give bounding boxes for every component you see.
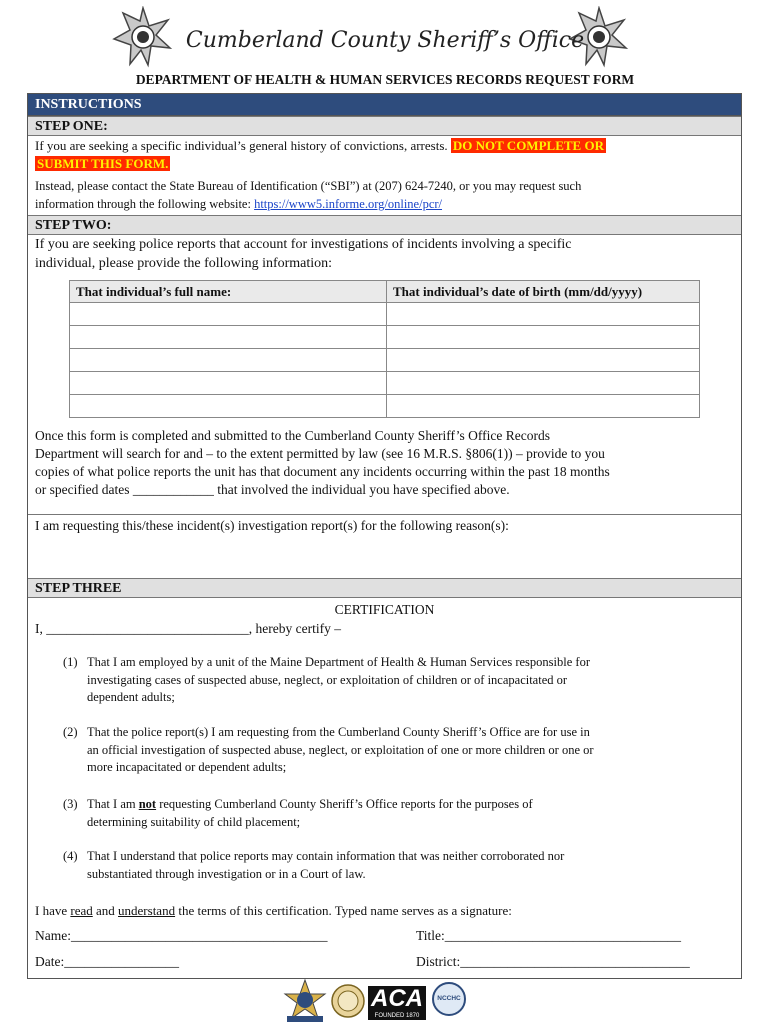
sbi-website-link[interactable]: https://www5.informe.org/online/pcr/ xyxy=(254,197,443,211)
table-row xyxy=(70,303,700,326)
step-one-heading: STEP ONE: xyxy=(28,116,741,136)
item-line: That the police report(s) I am requesting from the Cumberland County Sheriff’s Office are for use in xyxy=(87,725,590,739)
cert-item-2 xyxy=(63,724,703,777)
sbi-contact-text: Instead, please contact the State Bureau of Identification (“SBI”) at (207) 624-7240, or you may request such xyxy=(35,179,582,193)
sheriffs-association-logo xyxy=(283,978,327,1024)
reason-field[interactable] xyxy=(35,538,735,576)
table-row xyxy=(70,395,700,418)
ack-text: and xyxy=(96,903,115,918)
ncchc-logo xyxy=(432,982,466,1028)
search-desc-line-2: Department will search for and – to the extent permitted by law (see 16 M.R.S. §806(1)) – provide to you xyxy=(35,446,605,461)
step-three-heading: STEP THREE xyxy=(28,578,741,598)
warning-label: DO NOT COMPLETE OR xyxy=(452,138,604,153)
item-text: That I am xyxy=(87,797,136,811)
search-description xyxy=(35,427,735,499)
table-row xyxy=(70,326,700,349)
table-row xyxy=(70,372,700,395)
aca-logo-subtext: FOUNDED 1870 xyxy=(368,1012,426,1020)
certification-heading: CERTIFICATION xyxy=(334,602,435,617)
item-line: an official investigation of suspected abuse, neglect, or exploitation of one or more children or one or xyxy=(87,742,594,757)
emphasis-not: not xyxy=(138,797,157,811)
ack-read: read xyxy=(70,903,93,918)
table-row xyxy=(70,349,700,372)
item-line: determining suitability of child placement; xyxy=(87,814,301,829)
cert-item-4 xyxy=(63,848,703,883)
ack-text: the terms of this certification. Typed name serves as a signature: xyxy=(178,903,512,918)
dob-field[interactable] xyxy=(387,349,700,372)
item-number: (1) xyxy=(63,655,78,669)
step-two-line-2: individual, please provide the following information: xyxy=(35,256,333,271)
search-desc-line-1: Once this form is completed and submitted to the Cumberland County Sheriff’s Office Records xyxy=(35,428,551,443)
district-field[interactable]: District:__________________________________ xyxy=(416,954,690,969)
item-number: (3) xyxy=(63,797,78,811)
step-two-line-1: If you are seeking police reports that account for investigations of incidents involving a specific xyxy=(35,237,572,252)
acknowledgement xyxy=(35,902,512,920)
sbi-website-line xyxy=(35,195,442,213)
aca-logo-text: ACA xyxy=(368,986,426,1012)
warning-label-2: SUBMIT THIS FORM. xyxy=(37,156,169,171)
full-name-field[interactable] xyxy=(70,326,387,349)
instructions-heading: INSTRUCTIONS xyxy=(28,94,741,116)
aca-logo xyxy=(368,986,426,1032)
step-one-intro: If you are seeking a specific individual’s general history of convictions, arrests. xyxy=(35,138,448,153)
search-desc-line-3: copies of what police reports the unit has that document any incidents occurring within the past 18 months xyxy=(35,464,610,479)
ack-understand: understand xyxy=(118,903,176,918)
certify-line: I, ______________________________, hereby certify – xyxy=(35,621,341,636)
item-line: That I am employed by a unit of the Maine Department of Health & Human Services responsible for xyxy=(87,655,590,669)
state-seal-logo xyxy=(331,978,365,1024)
item-line: more incapacitated or dependent adults; xyxy=(87,760,287,774)
ncchc-logo-text: NCCHC xyxy=(432,982,466,1016)
step-one-warning-continued xyxy=(35,155,170,173)
item-line: dependent adults; xyxy=(87,690,175,704)
full-name-field[interactable] xyxy=(70,395,387,418)
name-field[interactable]: Name:______________________________________ xyxy=(35,928,328,943)
date-field[interactable]: Date:_________________ xyxy=(35,954,179,969)
ack-text: I have xyxy=(35,903,68,918)
form-title: DEPARTMENT OF HEALTH & HUMAN SERVICES RECORDS REQUEST FORM xyxy=(135,72,635,87)
item-line: That I understand that police reports may contain information that was neither corroborated nor xyxy=(87,849,565,863)
dob-field[interactable] xyxy=(387,326,700,349)
step-one-text xyxy=(35,137,606,155)
divider xyxy=(28,514,741,515)
item-line xyxy=(87,796,703,814)
page-header xyxy=(0,0,770,70)
records-request-form xyxy=(27,93,742,979)
full-name-field[interactable] xyxy=(70,372,387,395)
item-line: investigating cases of suspected abuse, neglect, or exploitation of children or of incapacitated or xyxy=(87,672,568,687)
dob-header: That individual’s date of birth (mm/dd/yyyy) xyxy=(387,281,700,303)
dob-field[interactable] xyxy=(387,372,700,395)
full-name-header: That individual’s full name: xyxy=(70,281,387,303)
search-desc-line-4: or specified dates ____________ that involved the individual you have specified above. xyxy=(35,482,510,497)
office-title: Cumberland County Sheriff’s Office xyxy=(185,28,585,53)
individual-info-table xyxy=(69,280,700,418)
item-text: requesting Cumberland County Sheriff’s Office reports for the purposes of xyxy=(159,797,533,811)
item-line: substantiated through investigation or in a Court of law. xyxy=(87,866,366,881)
full-name-field[interactable] xyxy=(70,303,387,326)
item-number: (2) xyxy=(63,725,78,739)
reason-label: I am requesting this/these incident(s) investigation report(s) for the following reason(s): xyxy=(35,518,509,533)
step-two-heading: STEP TWO: xyxy=(28,215,741,235)
website-prefix: information through the following website: xyxy=(35,197,251,211)
cert-item-1 xyxy=(63,654,703,707)
cert-item-3 xyxy=(63,796,703,831)
title-field[interactable]: Title:___________________________________ xyxy=(416,928,682,943)
dob-field[interactable] xyxy=(387,303,700,326)
full-name-field[interactable] xyxy=(70,349,387,372)
dob-field[interactable] xyxy=(387,395,700,418)
item-number: (4) xyxy=(63,849,78,863)
